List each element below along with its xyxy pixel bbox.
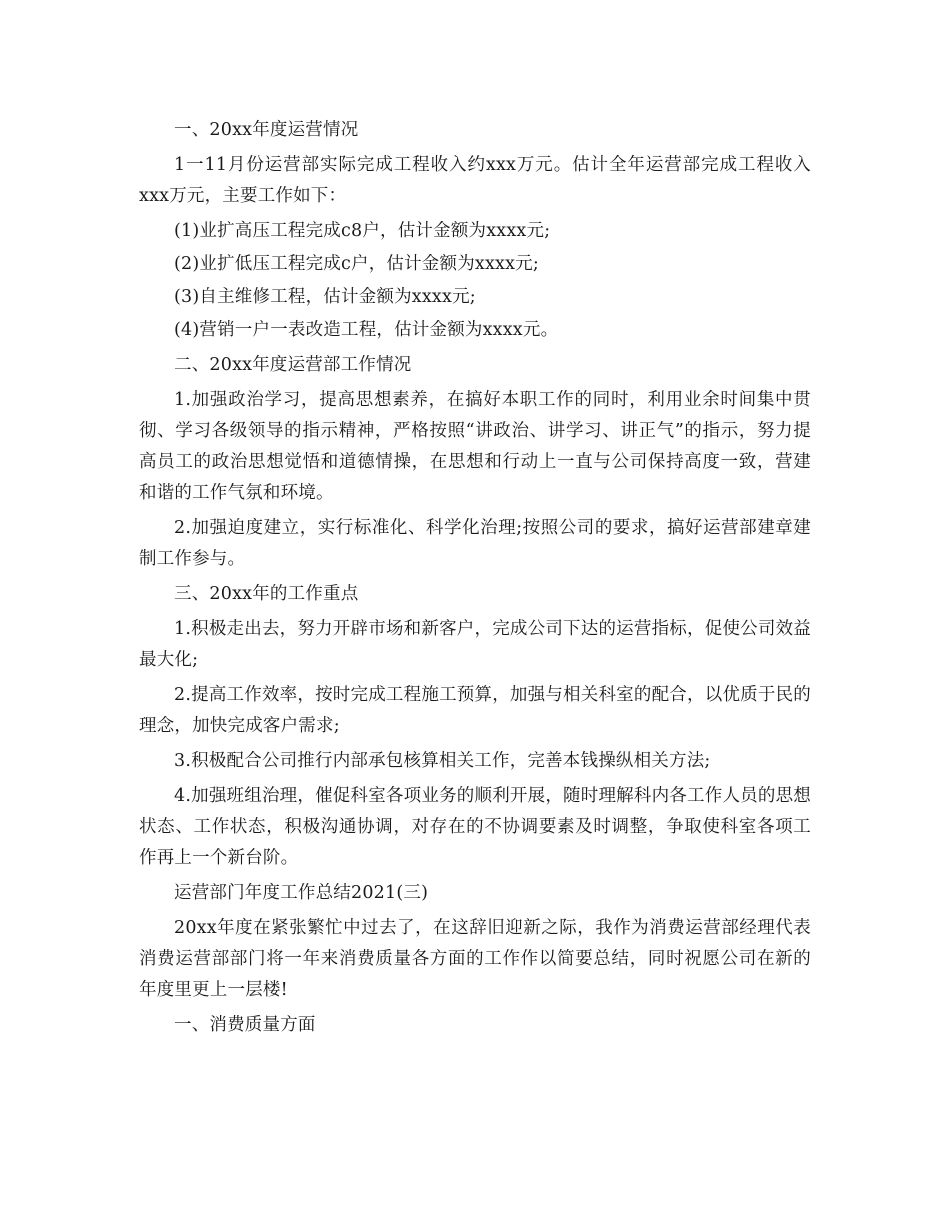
paragraph-intro: 20xx年度在紧张繁忙中过去了，在这辞旧迎新之际，我作为消费运营部经理代表消费运营部部门将一年来消费质量各方面的工作作以简要总结，同时祝愿公司在新的年度里更上一层楼!	[139, 918, 811, 1000]
list-item-3: (3)自主维修工程，估计金额为xxxx元;	[174, 287, 476, 307]
list-item-1: (1)业扩高压工程完成c8户，估计金额为xxxx元;	[174, 221, 551, 241]
section-heading-2: 二、20xx年度运营部工作情况	[174, 355, 412, 375]
paragraph-focus-4: 4.加强班组治理，催促科室各项业务的顺利开展，随时理解科内各工作人员的思想状态、工作状态，积极沟通协调，对存在的不协调要素及时调整，争取使科室各项工作再上一个新台阶。	[139, 786, 811, 868]
section-heading-quality: 一、消费质量方面	[174, 1015, 316, 1035]
paragraph-standardization: 2.加强迫度建立，实行标准化、科学化治理;按照公司的要求，搞好运营部建章建制工作参与。	[139, 518, 811, 569]
list-item-4: (4)营销一户一表改造工程，估计金额为xxxx元。	[174, 320, 559, 340]
paragraph-focus-1: 1.积极走出去，努力开辟市场和新客户，完成公司下达的运营指标，促使公司效益最大化;	[139, 619, 811, 670]
list-item-2: (2)业扩低压工程完成c户，估计金额为xxxx元;	[174, 254, 539, 274]
document-page	[139, 115, 811, 1045]
section-heading-3: 三、20xx年的工作重点	[174, 584, 359, 604]
paragraph-focus-3: 3.积极配合公司推行内部承包核算相关工作，完善本钱操纵相关方法;	[174, 751, 711, 771]
paragraph-political-study: 1.加强政治学习，提高思想素养，在搞好本职工作的同时，利用业余时间集中贯彻、学习各级领导的指示精神，严格按照“讲政治、讲学习、讲正气”的指示，努力提高员工的政治思想觉悟和道德情操，在思想和行动上一直与公司保持高度一致，营建和谐的工作气氛和环境。	[139, 390, 811, 503]
paragraph-focus-2: 2.提高工作效率，按时完成工程施工预算，加强与相关科室的配合，以优质于民的理念，加快完成客户需求;	[139, 685, 811, 736]
paragraph-revenue-summary: 1一11月份运营部实际完成工程收入约xxx万元。估计全年运营部完成工程收入xxx万元，主要工作如下：	[139, 155, 811, 206]
section-heading-1: 一、20xx年度运营情况	[174, 120, 359, 140]
document-subtitle: 运营部门年度工作总结2021(三)	[174, 883, 429, 903]
